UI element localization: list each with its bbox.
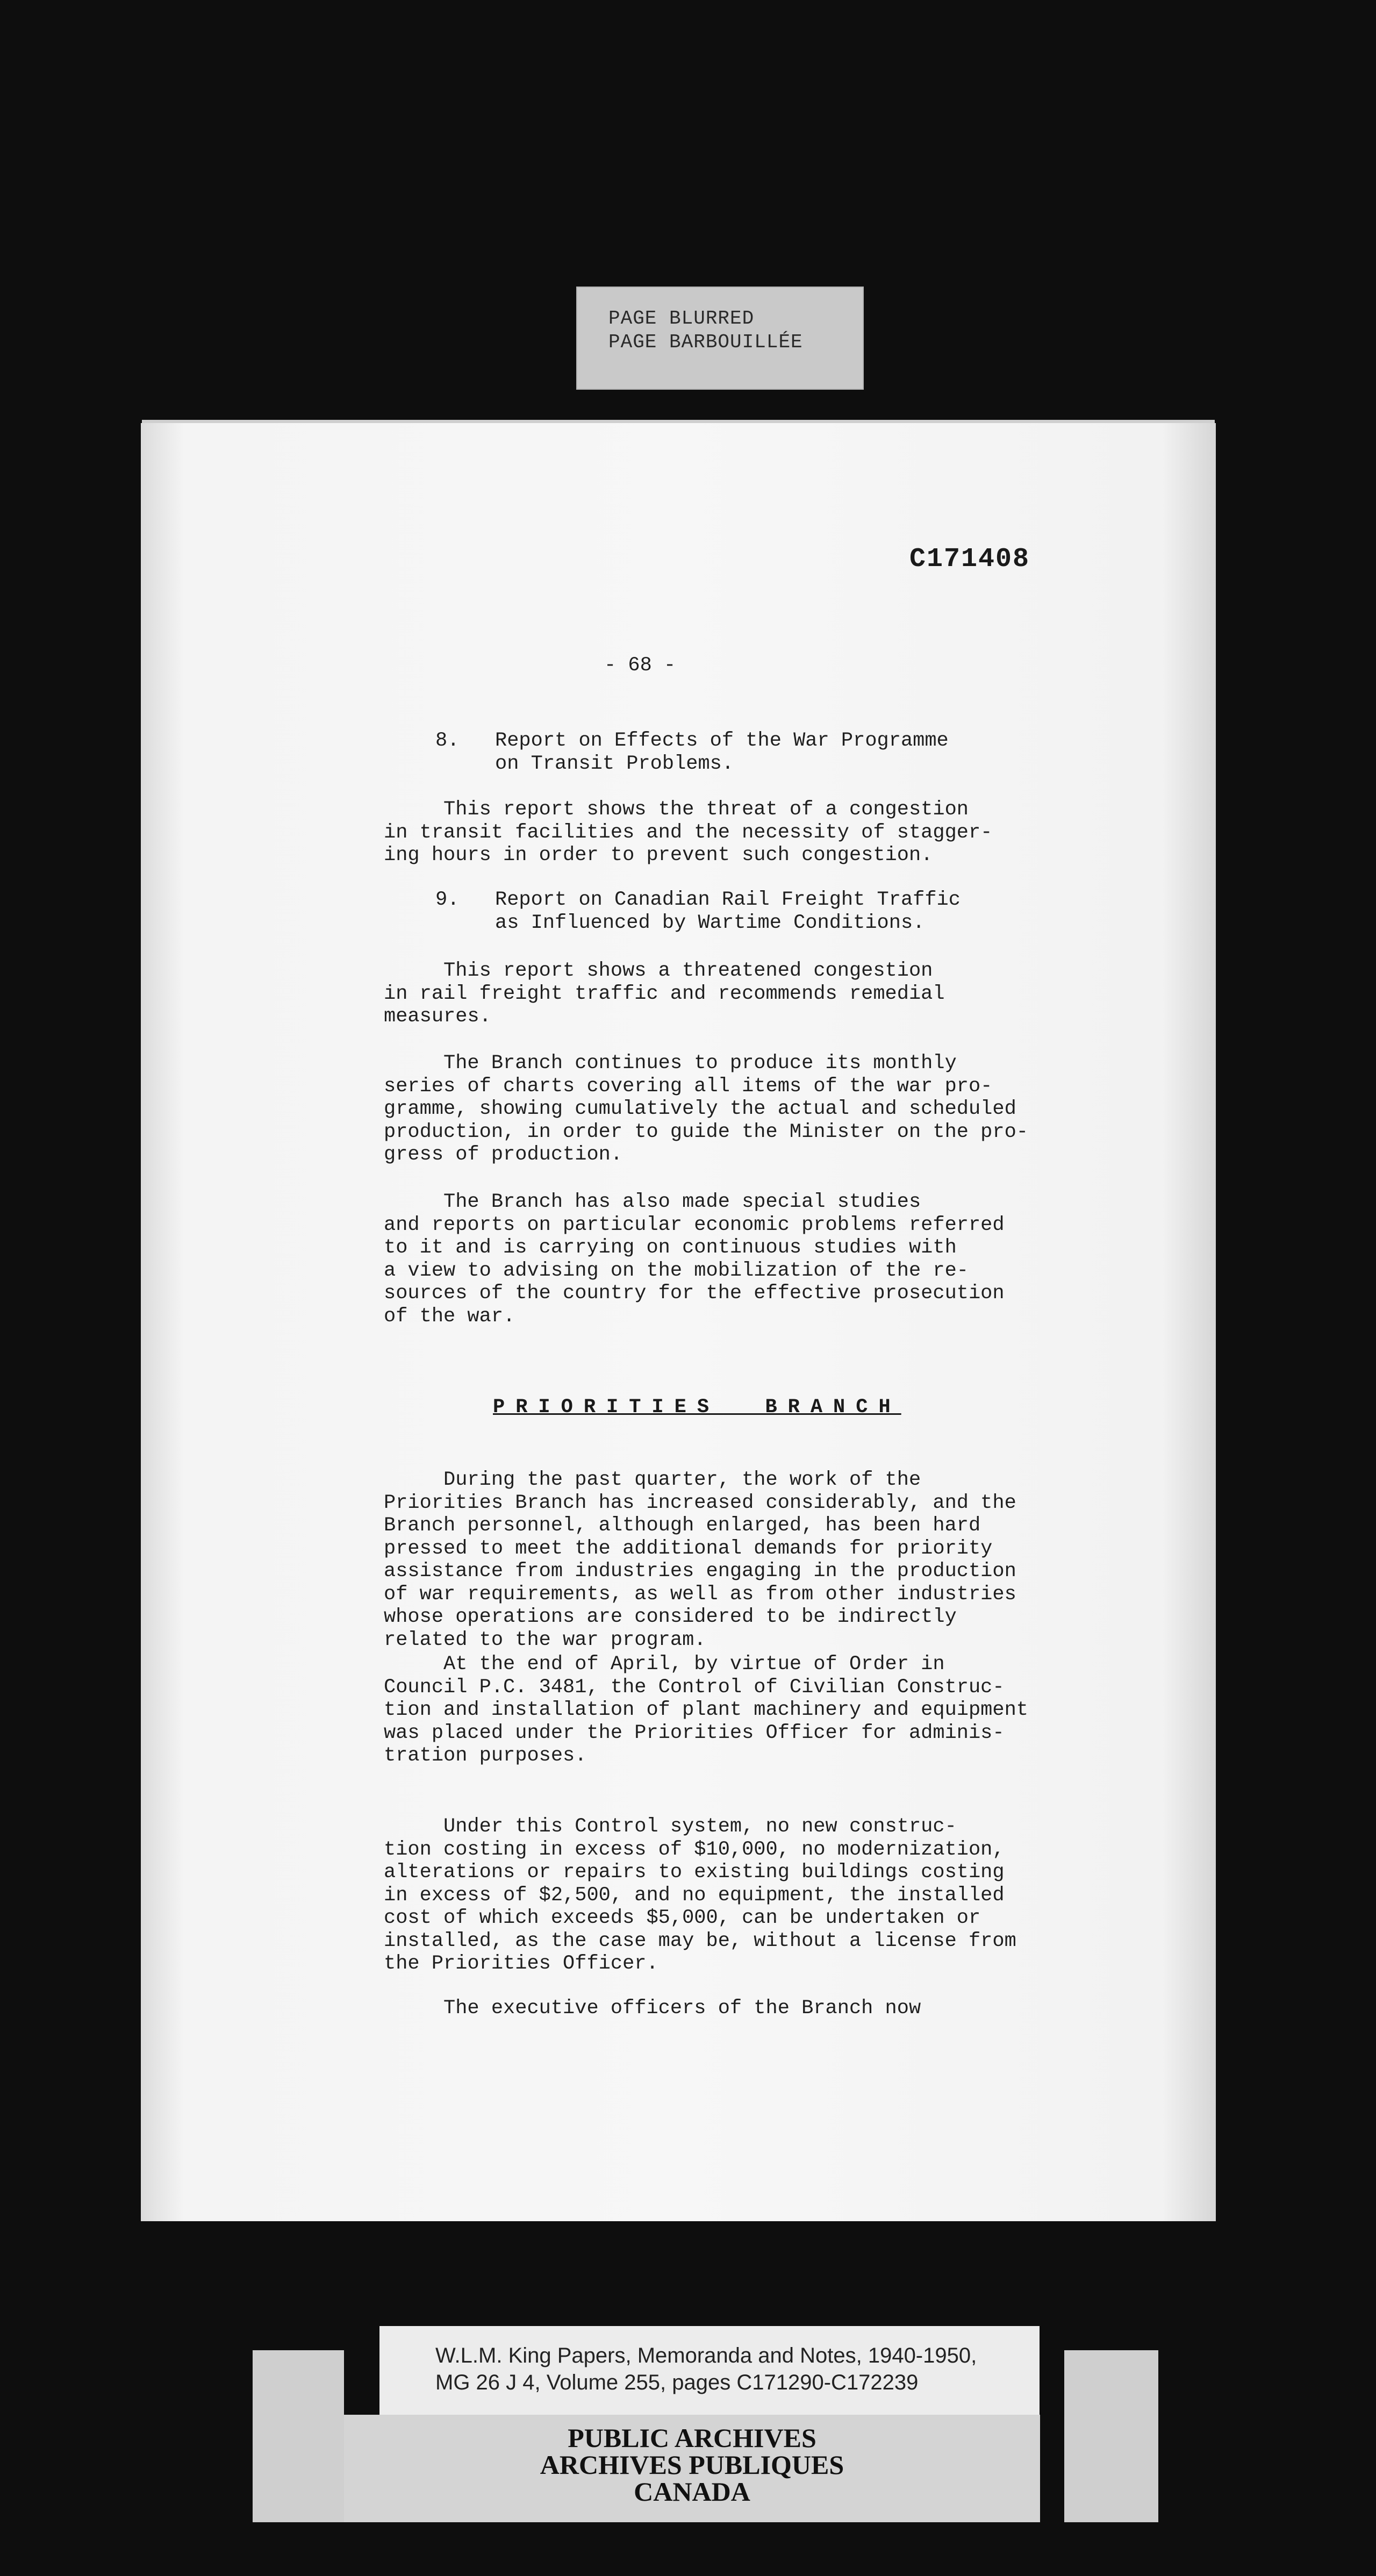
caption-line-2: MG 26 J 4, Volume 255, pages C171290-C172239 — [435, 2371, 919, 2394]
archives-line-french: ARCHIVES PUBLIQUES — [540, 2450, 844, 2480]
page-blurred-stamp — [576, 287, 864, 390]
stamp-line-english: PAGE BLURRED — [608, 307, 755, 330]
paragraph-special-studies: The Branch has also made special studies and reports on particular economic problems referred to it and is carrying on continuous studies with a view to advising on the mobilization of the re- sources of the country for the effective prosecution of the war. — [384, 1191, 1005, 1328]
paragraph-monthly-charts: The Branch continues to produce its monthly series of charts covering all items of the war pro- gramme, showing cumulatively the actual and scheduled production, in order to guide the Minister on the pro- gress of production. — [384, 1052, 1028, 1166]
paragraph-order-in-council: At the end of April, by virtue of Order in Council P.C. 3481, the Control of Civilian Construc- tion and installation of plant machinery and equipment was placed under the Priorities Officer for adminis- tration purposes. — [384, 1653, 1028, 1767]
paragraph-control-system: Under this Control system, no new construc- tion costing in excess of $10,000, no modernization, alterations or repairs to existing buildings costing in excess of $2,500, and no equipment, the installed cost of which exceeds $5,000, can be undertaken or installed, as the case may be, without a license from the Priorities Officer. — [384, 1815, 1016, 1975]
paragraph-transit: This report shows the threat of a congestion in transit facilities and the necessity of stagger- ing hours in order to prevent such congestion. — [384, 798, 993, 867]
section-heading-priorities-branch: PRIORITIES BRANCH — [493, 1396, 901, 1419]
paragraph-rail-freight: This report shows a threatened congestion in rail freight traffic and recommends remedial measures. — [384, 960, 945, 1028]
mount-tab-left — [253, 2350, 344, 2522]
stamp-line-french: PAGE BARBOUILLÉE — [608, 331, 803, 353]
paragraph-past-quarter: During the past quarter, the work of the Priorities Branch has increased considerably, and the Branch personnel, although enlarged, has been hard pressed to meet the additional demands for priority assistance from industries engaging in the production of war requirements, as well as from other industries whose operations are considered to be indirectly related to the war program. — [384, 1469, 1016, 1651]
source-caption — [379, 2326, 1040, 2415]
item-9-heading: 9. Report on Canadian Rail Freight Traffic as Influenced by Wartime Conditions. — [435, 889, 961, 934]
archives-label — [344, 2415, 1040, 2522]
document-id: C171408 — [909, 544, 1030, 575]
archives-line-country: CANADA — [634, 2477, 750, 2507]
mount-tab-right — [1064, 2350, 1158, 2522]
document-page — [141, 423, 1216, 2221]
caption-line-1: W.L.M. King Papers, Memoranda and Notes, 1940-1950, — [435, 2344, 977, 2367]
archives-line-english: PUBLIC ARCHIVES — [568, 2423, 816, 2453]
item-8-heading: 8. Report on Effects of the War Programme on Transit Problems. — [435, 729, 949, 775]
page-number: - 68 - — [604, 654, 676, 677]
paragraph-executive-officers: The executive officers of the Branch now — [384, 1997, 921, 2020]
